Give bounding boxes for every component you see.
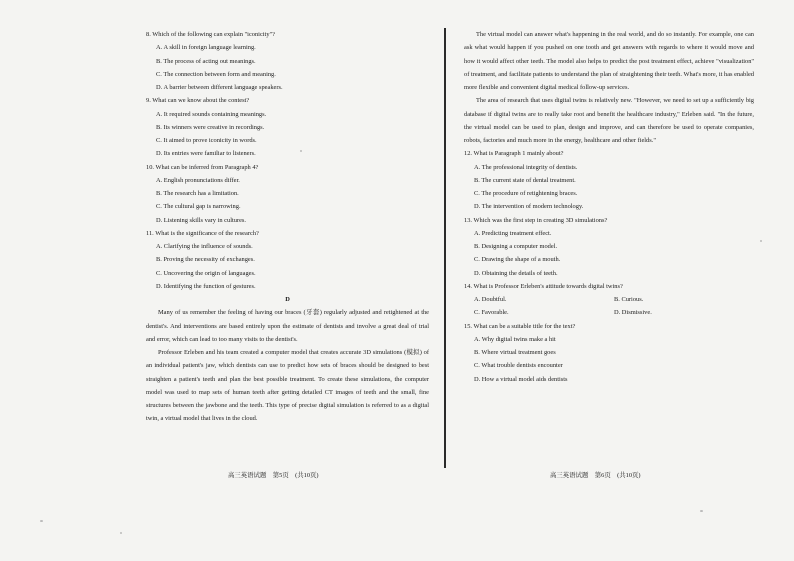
passage-paragraph-3: The virtual model can answer what's happening in the real world, and do so instantly. For example, one can ask what would happen if you pushed on one tooth and get answers with regards to where it would move and how it would affect other teeth. The model also helps to predict the post treatment effect, achieve "visualization" of treatment, and facilitate patients to understand the plan of straightening their teeth. What's more, it has enabled more flexible and convenient digital medical follow-up services.: [464, 31, 754, 91]
q10-option-c: C. The cultural gap is narrowing.: [156, 203, 241, 211]
q12-option-a: A. The professional integrity of dentists.: [474, 163, 578, 171]
q13-option-b: B. Designing a computer model.: [474, 243, 558, 250]
q15-option-b: B. Where virtual treatment goes: [474, 349, 556, 356]
scan-noise: [700, 510, 703, 512]
question-9: 9. What can we know about the contest?: [146, 97, 250, 105]
q14-option-c: C. Favorable.: [474, 309, 509, 317]
q9-option-b: B. Its winners were creative in recordings.: [156, 123, 265, 131]
scan-noise: [300, 150, 302, 152]
passage-paragraph-2: Professor Erleben and his team created a computer model that creates accurate 3D simulations (模拟) of an individual patient's jaw, which dentists can use to predict how sets of braces should be designed to best straighten a patient's teeth and plan the best possible treatment. To create these simulations, the computer model was used to map sets of human teeth after getting detailed CT images of teeth and the small, fine structures between the jawbone and the teeth. This type of precise digital simulation is referred to as a digital twin, a virtual model that lives in the cloud.: [146, 349, 429, 423]
q14-option-d: D. Dismissive.: [614, 309, 652, 317]
q15-option-c: C. What trouble dentists encounter: [474, 362, 563, 370]
q14-option-b: B. Curious.: [614, 296, 644, 303]
q10-option-d: D. Listening skills vary in cultures.: [156, 216, 246, 224]
question-10: 10. What can be inferred from Paragraph 4?: [146, 163, 259, 171]
q9-option-a: A. It required sounds containing meanings.: [156, 110, 267, 118]
question-8: 8. Which of the following can explain "iconicity"?: [146, 31, 275, 38]
passage-paragraph-4: The area of research that uses digital twins is relatively new. "However, we need to set up a sufficiently big database if digital twins are to really take root and benefit the healthcare industry," Erleben said. "In the future, the virtual model can be used to plan, design and improve, and can therefore be used to operate companies, robots, factories and much more in the energy, healthcare and other fields.": [464, 97, 754, 144]
right-column: [464, 28, 754, 386]
q14-options-row-2: [464, 306, 754, 319]
q8-option-c: C. The connection between form and meaning.: [156, 70, 276, 78]
q11-option-c: C. Uncovering the origin of languages.: [156, 269, 256, 277]
scan-noise: [120, 532, 122, 534]
q8-option-a: A. A skill in foreign language learning.: [156, 44, 256, 52]
q12-option-b: B. The current state of dental treatment.: [474, 176, 576, 184]
left-column: [146, 28, 429, 426]
q13-option-a: A. Predicting treatment effect.: [474, 229, 552, 237]
scan-noise: [40, 520, 43, 522]
q8-option-b: B. The process of acting out meanings.: [156, 57, 256, 65]
question-11: 11. What is the significance of the research?: [146, 229, 259, 237]
q12-option-c: C. The procedure of retightening braces.: [474, 190, 578, 197]
q15-option-d: D. How a virtual model aids dentists: [474, 375, 568, 383]
scan-noise: [760, 240, 762, 242]
q11-option-a: A. Clarifying the influence of sounds.: [156, 243, 253, 250]
q13-option-c: C. Drawing the shape of a mouth.: [474, 256, 561, 264]
q14-option-a: A. Doubtful.: [474, 296, 507, 303]
q15-option-a: A. Why digital twins make a hit: [474, 335, 556, 343]
q8-option-d: D. A barrier between different language speakers.: [156, 84, 283, 91]
page-footer-right: 高三英语试题 第6页 (共10页): [550, 472, 641, 479]
q11-option-b: B. Proving the necessity of exchanges.: [156, 256, 255, 264]
section-heading: D: [285, 296, 290, 303]
q13-option-d: D. Obtaining the details of teeth.: [474, 269, 558, 277]
q9-option-c: C. It aimed to prove iconicity in words.: [156, 137, 257, 144]
q12-option-d: D. The intervention of modern technology.: [474, 203, 584, 211]
passage-paragraph-1: Many of us remember the feeling of having our braces (牙套) regularly adjusted and retightened at the dentist's. And interventions are based entirely upon the estimate of dentists and involve a great deal of trial and error, which can lead to too many visits to the dentist's.: [146, 309, 429, 343]
q14-options-row-1: [464, 293, 754, 306]
page-footer-left: 高三英语试题 第5页 (共10页): [228, 472, 319, 479]
q10-option-b: B. The research has a limitation.: [156, 190, 239, 197]
question-14: 14. What is Professor Erleben's attitude towards digital twins?: [464, 282, 623, 290]
q11-option-d: D. Identifying the function of gestures.: [156, 282, 256, 290]
right-page: [446, 0, 794, 561]
question-15: 15. What can be a suitable title for the text?: [464, 322, 576, 330]
q10-option-a: A. English pronunciations differ.: [156, 176, 240, 184]
q9-option-d: D. Its entries were familiar to listeners.: [156, 150, 256, 158]
question-12: 12. What is Paragraph 1 mainly about?: [464, 150, 564, 158]
question-13: 13. Which was the first step in creating 3D simulations?: [464, 216, 608, 224]
